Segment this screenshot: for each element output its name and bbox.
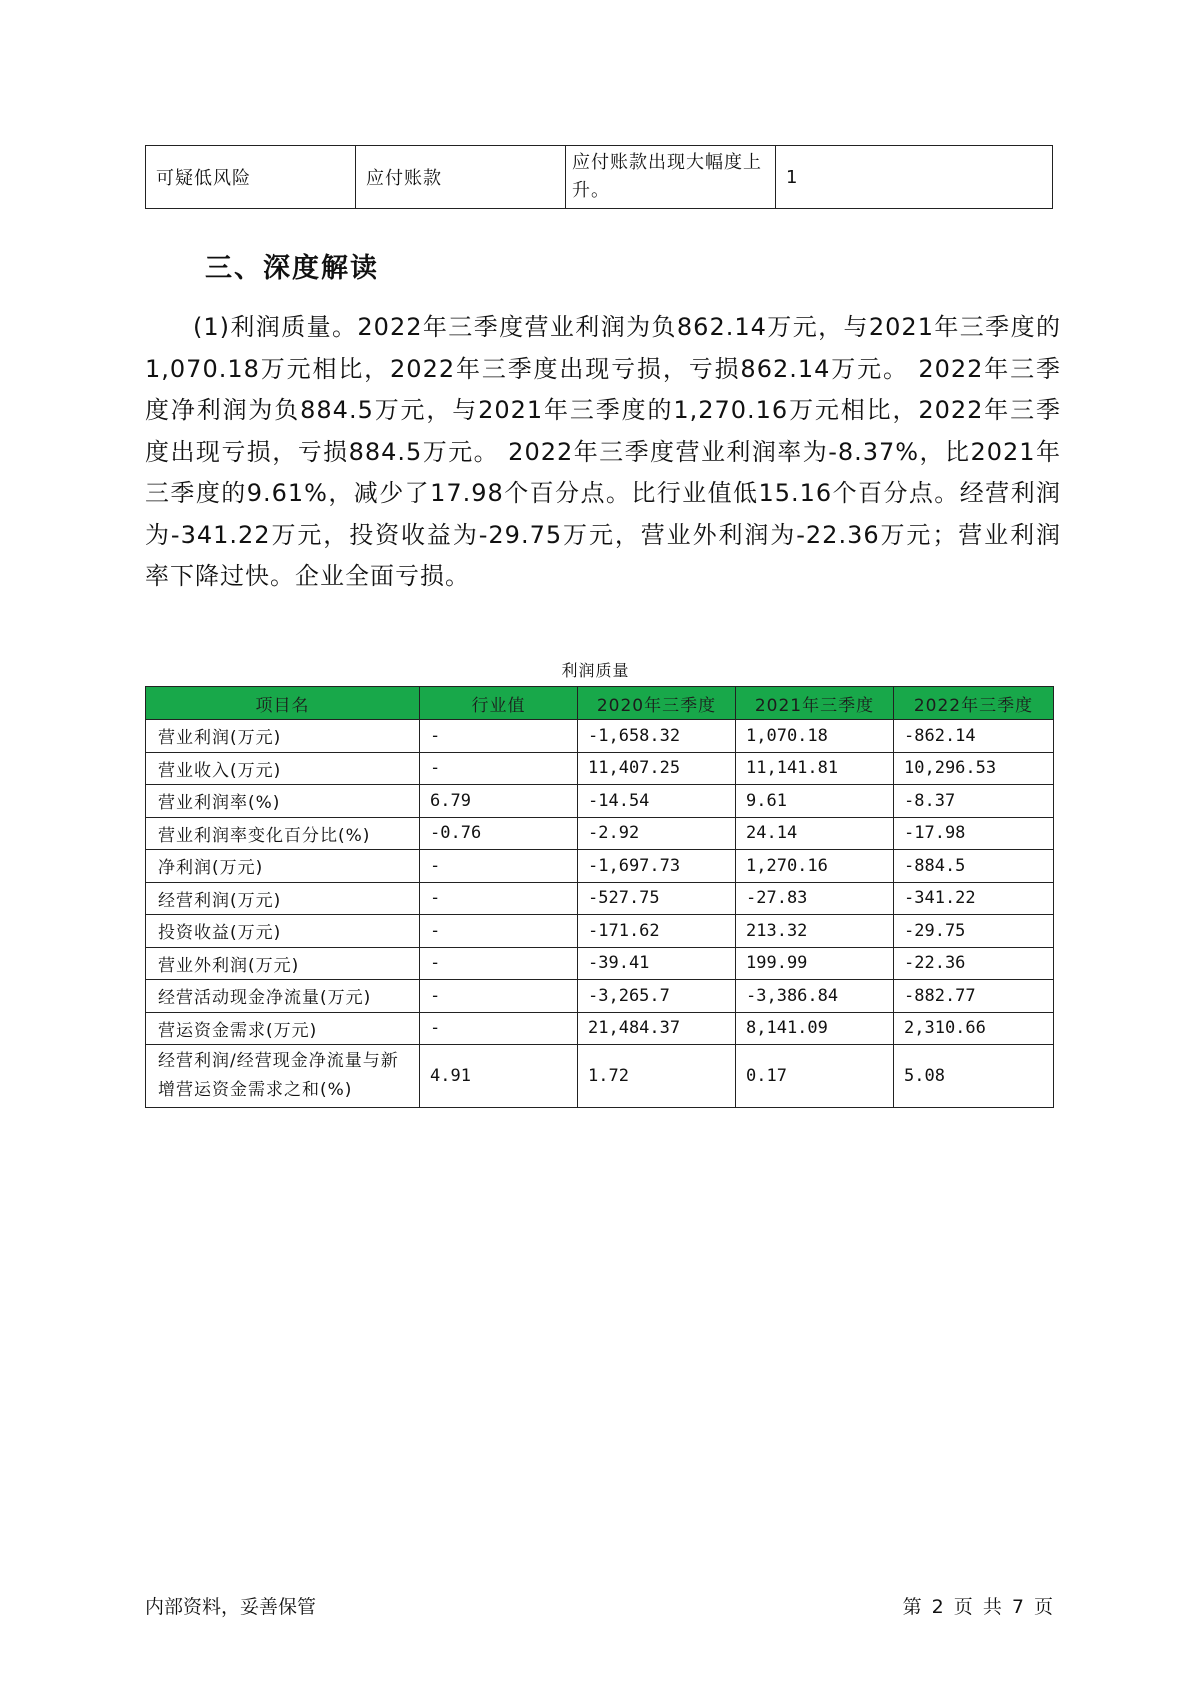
- value-cell: -0.76: [420, 817, 578, 850]
- value-cell: -1,697.73: [578, 850, 736, 883]
- value-cell: -3,265.7: [578, 980, 736, 1013]
- row-label-cell: 经营利润/经营现金净流量与新增营运资金需求之和(%): [146, 1045, 420, 1108]
- value-cell: -29.75: [894, 915, 1054, 948]
- table-row: [146, 1012, 1054, 1045]
- header-2020-q3: 2020年三季度: [578, 687, 736, 720]
- value-cell: 5.08: [894, 1045, 1054, 1108]
- table-row: [146, 850, 1054, 883]
- value-cell: 213.32: [736, 915, 894, 948]
- value-cell: -8.37: [894, 785, 1054, 818]
- table-row: [146, 882, 1054, 915]
- row-label-cell: 营运资金需求(万元): [146, 1012, 420, 1045]
- row-label-cell: 营业利润率变化百分比(%): [146, 817, 420, 850]
- value-cell: 1.72: [578, 1045, 736, 1108]
- risk-description-cell: 应付账款出现大幅度上升。: [566, 146, 776, 209]
- value-cell: -527.75: [578, 882, 736, 915]
- value-cell: -171.62: [578, 915, 736, 948]
- table-caption: 利润质量: [561, 661, 630, 680]
- value-cell: 6.79: [420, 785, 578, 818]
- row-label-cell: 营业利润率(%): [146, 785, 420, 818]
- value-cell: 2,310.66: [894, 1012, 1054, 1045]
- value-cell: 1,270.16: [736, 850, 894, 883]
- risk-table: [145, 145, 1053, 209]
- risk-level-cell: 可疑低风险: [146, 146, 356, 209]
- value-cell: -: [420, 882, 578, 915]
- value-cell: 24.14: [736, 817, 894, 850]
- value-cell: -: [420, 947, 578, 980]
- table-row: [146, 1045, 1054, 1108]
- value-cell: 9.61: [736, 785, 894, 818]
- value-cell: -884.5: [894, 850, 1054, 883]
- value-cell: 10,296.53: [894, 752, 1054, 785]
- value-cell: -882.77: [894, 980, 1054, 1013]
- table-row: [146, 146, 1053, 209]
- value-cell: -: [420, 980, 578, 1013]
- value-cell: 11,407.25: [578, 752, 736, 785]
- row-label-cell: 经营利润(万元): [146, 882, 420, 915]
- value-cell: -1,658.32: [578, 720, 736, 753]
- row-label-cell: 投资收益(万元): [146, 915, 420, 948]
- header-industry-value: 行业值: [420, 687, 578, 720]
- value-cell: 1,070.18: [736, 720, 894, 753]
- value-cell: -17.98: [894, 817, 1054, 850]
- table-row: [146, 752, 1054, 785]
- row-label-cell: 净利润(万元): [146, 850, 420, 883]
- value-cell: 8,141.09: [736, 1012, 894, 1045]
- value-cell: -341.22: [894, 882, 1054, 915]
- value-cell: 11,141.81: [736, 752, 894, 785]
- value-cell: 4.91: [420, 1045, 578, 1108]
- value-cell: -2.92: [578, 817, 736, 850]
- analysis-paragraph: (1)利润质量。2022年三季度营业利润为负862.14万元，与2021年三季度的1,070.18万元相比，2022年三季度出现亏损，亏损862.14万元。 2022年三季度净利润为负884.5万元，与2021年三季度的1,270.16万元相比，2022年三季度出现亏损，亏损884.5万元。 2022年三季度营业利润率为-8.37%，比2021年三季度的9.61%，减少了17.98个百分点。比行业值低15.16个百分点。经营利润为-341.22万元，投资收益为-29.75万元，营业外利润为-22.36万元；营业利润率下降过快。企业全面亏损。: [145, 313, 1061, 590]
- header-2022-q3: 2022年三季度: [894, 687, 1054, 720]
- header-item-name: 项目名: [146, 687, 420, 720]
- value-cell: -862.14: [894, 720, 1054, 753]
- value-cell: -22.36: [894, 947, 1054, 980]
- value-cell: 0.17: [736, 1045, 894, 1108]
- table-row: [146, 720, 1054, 753]
- value-cell: -39.41: [578, 947, 736, 980]
- row-label-cell: 营业收入(万元): [146, 752, 420, 785]
- value-cell: -: [420, 720, 578, 753]
- row-label-cell: 经营活动现金净流量(万元): [146, 980, 420, 1013]
- value-cell: -27.83: [736, 882, 894, 915]
- footer-confidential-note: 内部资料，妥善保管: [145, 1596, 317, 1618]
- value-cell: -: [420, 752, 578, 785]
- value-cell: -: [420, 915, 578, 948]
- table-row: [146, 785, 1054, 818]
- table-row: [146, 817, 1054, 850]
- table-row: [146, 947, 1054, 980]
- table-row: [146, 980, 1054, 1013]
- profit-quality-table: [145, 686, 1054, 1108]
- risk-count-cell: 1: [776, 146, 1053, 209]
- value-cell: 199.99: [736, 947, 894, 980]
- row-label-cell: 营业利润(万元): [146, 720, 420, 753]
- risk-item-cell: 应付账款: [356, 146, 566, 209]
- footer-page-number: 第 2 页 共 7 页: [902, 1596, 1053, 1618]
- table-header-row: [146, 687, 1054, 720]
- value-cell: 21,484.37: [578, 1012, 736, 1045]
- value-cell: -: [420, 850, 578, 883]
- value-cell: -3,386.84: [736, 980, 894, 1013]
- section-heading: 三、深度解读: [205, 253, 379, 284]
- header-2021-q3: 2021年三季度: [736, 687, 894, 720]
- value-cell: -: [420, 1012, 578, 1045]
- table-row: [146, 915, 1054, 948]
- value-cell: -14.54: [578, 785, 736, 818]
- row-label-cell: 营业外利润(万元): [146, 947, 420, 980]
